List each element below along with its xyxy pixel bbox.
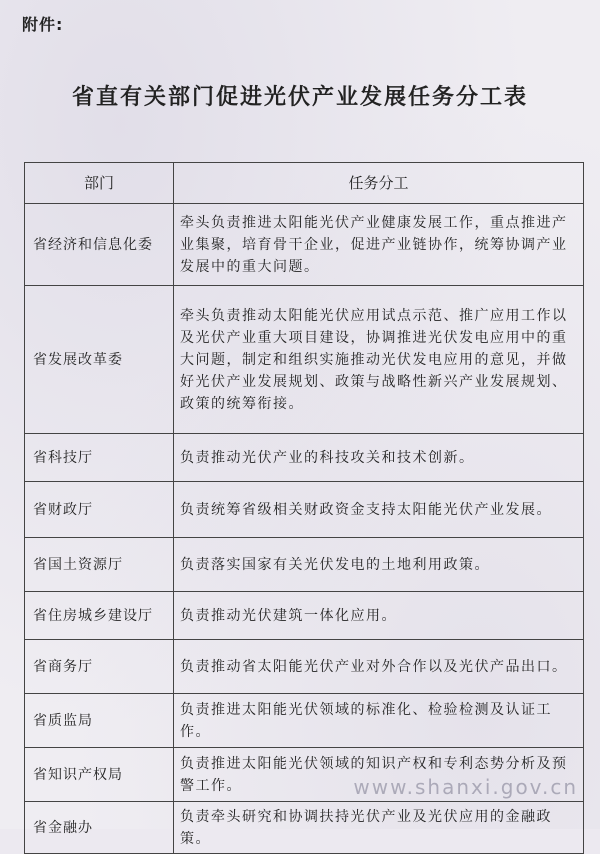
dept-cell: 省商务厅 [25, 640, 174, 694]
task-cell: 负责推动光伏产业的科技攻关和技术创新。 [174, 434, 584, 482]
task-cell: 负责推进太阳能光伏领域的知识产权和专利态势分析及预警工作。 [174, 748, 584, 802]
table-row [25, 204, 584, 286]
task-cell: 负责推动省太阳能光伏产业对外合作以及光伏产品出口。 [174, 640, 584, 694]
task-cell: 负责统筹省级相关财政资金支持太阳能光伏产业发展。 [174, 482, 584, 538]
header-task: 任务分工 [174, 163, 584, 204]
task-table [24, 162, 584, 854]
dept-cell: 省知识产权局 [25, 748, 174, 802]
task-cell: 负责落实国家有关光伏发电的土地利用政策。 [174, 538, 584, 592]
task-cell: 负责推动光伏建筑一体化应用。 [174, 592, 584, 640]
task-cell: 牵头负责推动太阳能光伏应用试点示范、推广应用工作以及光伏产业重大项目建设，协调推进光伏发电应用中的重大问题，制定和组织实施推动光伏发电应用的意见，并做好光伏产业发展规划、政策与战略性新兴产业发展规划、政策的统筹衔接。 [174, 286, 584, 434]
table-row [25, 694, 584, 748]
table-row [25, 640, 584, 694]
watermark: www.shanxi.gov.cn [353, 775, 578, 799]
table-row [25, 482, 584, 538]
dept-cell: 省金融办 [25, 802, 174, 854]
table-row [25, 592, 584, 640]
page-title: 省直有关部门促进光伏产业发展任务分工表 [71, 85, 528, 110]
dept-cell: 省质监局 [25, 694, 174, 748]
dept-cell: 省财政厅 [25, 482, 174, 538]
dept-cell: 省国土资源厅 [25, 538, 174, 592]
dept-cell: 省住房城乡建设厅 [25, 592, 174, 640]
task-cell: 牵头负责推进太阳能光伏产业健康发展工作，重点推进产业集聚，培育骨干企业，促进产业链协作，统筹协调产业发展中的重大问题。 [174, 204, 584, 286]
header-dept: 部门 [25, 163, 174, 204]
table-row [25, 802, 584, 854]
dept-cell: 省发展改革委 [25, 286, 174, 434]
dept-cell: 省经济和信息化委 [25, 204, 174, 286]
table-row [25, 434, 584, 482]
table-header-row [25, 163, 584, 204]
attachment-label: 附件: [22, 15, 64, 34]
task-cell: 负责牵头研究和协调扶持光伏产业及光伏应用的金融政策。 [174, 802, 584, 854]
table-row [25, 286, 584, 434]
dept-cell: 省科技厅 [25, 434, 174, 482]
table-row [25, 538, 584, 592]
task-cell: 负责推进太阳能光伏领域的标准化、检验检测及认证工作。 [174, 694, 584, 748]
